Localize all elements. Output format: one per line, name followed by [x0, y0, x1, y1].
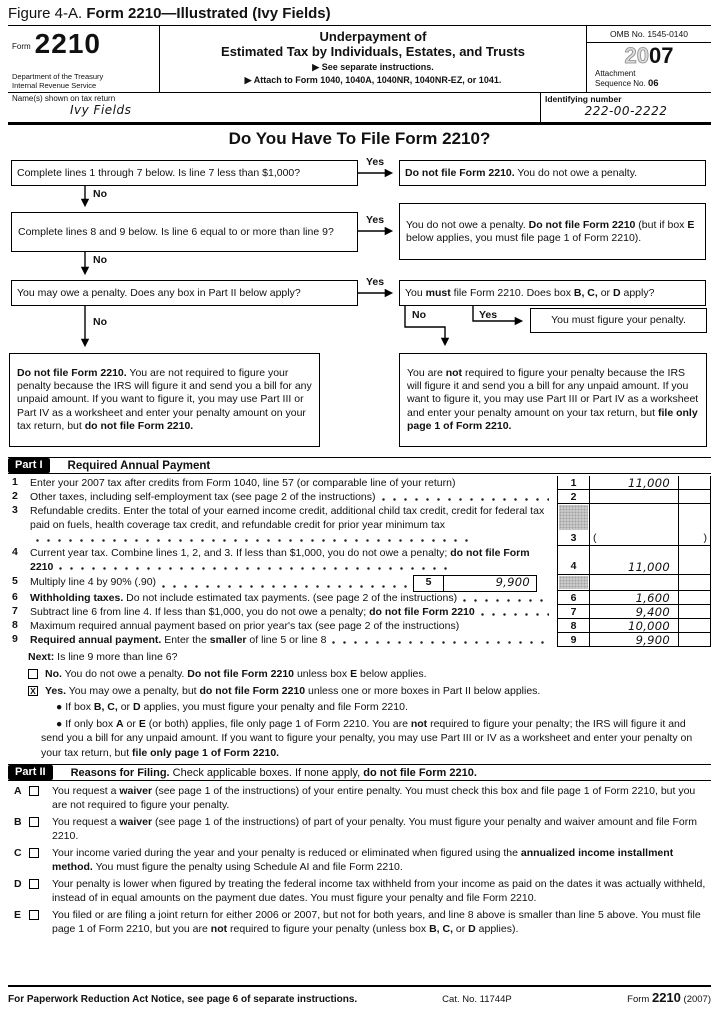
yes-checkbox[interactable]: X: [28, 686, 38, 696]
figure-penalty-box: [530, 308, 707, 333]
part2-title: Reasons for Filing. Check applicable boxes. If none apply, do not file Form 2210.: [70, 766, 477, 779]
dot-leader: [481, 613, 549, 616]
figure-number: Figure 4-A.: [8, 5, 83, 22]
line-number: 4: [12, 546, 18, 558]
form-header: [8, 25, 711, 93]
yes-label-2: Yes: [366, 214, 385, 226]
amount-value: 9,900: [635, 632, 670, 647]
not-required-text: You are not required to figure your penalty because the IRS will figure it and send you a bill for any unpaid amount. If you want to figure it, you may use Part III or Part IV as a worksheet and enter your penalty amount on your tax return, but file only page 1 of Form 2210.: [407, 366, 699, 432]
sequence-word: Sequence No.: [595, 78, 648, 88]
sequence-number: 06: [647, 77, 659, 89]
line-number-box: 1: [557, 476, 589, 490]
amount-box[interactable]: [589, 619, 678, 633]
part1-line-9: [8, 633, 711, 647]
item-text: You request a waiver (see page 1 of the instructions) of your entire penalty. You must check this box and file page 1 of Form 2210, but you are not required to figure your penalty.: [52, 785, 696, 811]
form-word: Form: [12, 42, 31, 51]
item-text: You filed or are filing a joint return for either 2006 or 2007, but not for both years, and line 8 above is smaller than line 5 above. You must file page 1 of Form 2210, but you are not required to figure your penalty (unless box B, C, or D applies).: [52, 909, 701, 935]
part1-tag: Part I: [8, 458, 50, 473]
shaded-cell: [559, 505, 588, 530]
cents-box[interactable]: [678, 476, 711, 490]
flowchart-question-2-text: Complete lines 8 and 9 below. Is line 6 equal to or more than line 9?: [18, 225, 334, 238]
amount-box[interactable]: [589, 476, 678, 490]
flowchart-question-3-text: You may owe a penalty. Does any box in Part II below apply?: [17, 286, 301, 299]
attachment-sequence: [587, 69, 711, 88]
flowchart-answer-1-text: Do not file Form 2210. You do not owe a penalty.: [405, 166, 638, 179]
flowchart-answer-2: [399, 203, 706, 260]
shaded-cell: [559, 576, 588, 589]
cents-box[interactable]: [678, 605, 711, 619]
amount-box[interactable]: [589, 605, 678, 619]
cents-box[interactable]: [678, 546, 711, 575]
next-section: [8, 650, 711, 760]
cents-box[interactable]: [678, 504, 711, 546]
year-suffix: 07: [649, 43, 674, 68]
line-label: Other taxes, including self-employment tax (see page 2 of the instructions): [30, 491, 376, 503]
part2-item-b: [8, 816, 711, 843]
no-label-3: No: [93, 316, 107, 328]
amount-box[interactable]: [589, 546, 678, 575]
line-label: Maximum required annual payment based on prior year's tax (see page 2 of the instructions): [30, 620, 460, 632]
item-letter: B: [14, 816, 22, 828]
part1-header: [8, 457, 711, 474]
attach-note: ▶ Attach to Form 1040, 1040A, 1040NR, 1040NR-EZ, or 1041.: [244, 75, 502, 85]
line-number: 9: [12, 633, 18, 645]
line-number-text: 3: [570, 532, 577, 544]
figure-title: [0, 0, 719, 25]
line-number: 7: [12, 605, 18, 617]
amount-value: 11,000: [627, 560, 670, 574]
part1-line-1: [8, 476, 711, 490]
part1-line-7: [8, 605, 711, 619]
not-required-box: [399, 353, 707, 447]
line-label: Enter your 2007 tax after credits from Form 1040, line 57 (or comparable line of your return): [30, 477, 456, 489]
no-label-1: No: [93, 188, 107, 200]
form-title-line1: Underpayment of: [319, 29, 427, 44]
item-text: You request a waiver (see page 1 of the instructions) of part of your penalty. You must figure your penalty and waiver amount and file Form 2210.: [52, 816, 697, 842]
footer-form-year: (2007): [680, 994, 711, 1005]
line-number-box: [557, 575, 589, 591]
page-footer: [8, 985, 711, 1005]
identifying-number-label: Identifying number: [545, 94, 622, 104]
part1-line-3: [8, 504, 711, 546]
next-question-text: Is line 9 more than line 6?: [54, 651, 178, 663]
attachment-word: Attachment: [595, 69, 636, 78]
filing-flowchart: [0, 125, 719, 455]
figure-caption: Form 2210—Illustrated (Ivy Fields): [86, 5, 331, 22]
omb-block: [587, 26, 711, 92]
line-label: Refundable credits. Enter the total of your earned income credit, additional child tax credit, credit for federal tax paid on fuels, health coverage tax credit, and refundable credit for prior year minimum tax: [30, 505, 545, 531]
dept-line-2: Internal Revenue Service: [12, 81, 97, 90]
part1-line-2: [8, 490, 711, 504]
flowchart-answer-3-text: You must file Form 2210. Does box B, C, or D apply?: [405, 286, 655, 299]
item-letter: E: [14, 909, 22, 921]
item-text: Your penalty is lower when figured by treating the federal income tax withheld from your income as paid on the dates it was actually withheld, instead of in equal amounts on the payment due dates. You must figure your penalty and file Form 2210.: [52, 878, 706, 904]
form-number-block: [8, 26, 160, 92]
flowchart-question-2: [11, 212, 358, 252]
omb-number: OMB No. 1545-0140: [587, 26, 711, 43]
item-letter: D: [14, 878, 22, 890]
line5-amount: 9,900: [495, 574, 530, 589]
yes-label-1: Yes: [366, 156, 385, 168]
flowchart-question-1-text: Complete lines 1 through 7 below. Is line 7 less than $1,000?: [17, 166, 301, 179]
year-prefix: 20: [624, 43, 649, 68]
line-number: 1: [12, 476, 18, 488]
part1-line-8: [8, 619, 711, 633]
yes-option-text: Yes. You may owe a penalty, but do not file Form 2210 unless one or more boxes in Part II below applies.: [45, 684, 541, 697]
amount-value: 11,000: [627, 475, 670, 490]
dot-leader: [332, 641, 549, 644]
figure-penalty-text: You must figure your penalty.: [551, 314, 686, 327]
amount-value: 1,600: [635, 590, 670, 605]
identifying-number-cell: [541, 93, 711, 122]
cents-box[interactable]: [678, 591, 711, 605]
line-number-box: 8: [557, 619, 589, 633]
line5-number: 5: [414, 576, 444, 591]
amount-box: [589, 575, 678, 591]
part1-title: Required Annual Payment: [67, 459, 211, 472]
tax-year: [587, 44, 711, 68]
line-number-box: [557, 504, 589, 546]
part2-item-c: [8, 847, 711, 874]
yes-bullet-1: ● If box B, C, or D applies, you must figure your penalty and file Form 2210.: [56, 701, 408, 713]
part1-line-4: [8, 546, 711, 575]
name-label: Name(s) shown on tax return: [12, 94, 116, 103]
amount-box[interactable]: [589, 633, 678, 647]
flowchart-answer-2-text: You do not owe a penalty. Do not file Form 2210 (but if box E below applies, you must file page 1 of Form 2210).: [406, 218, 695, 244]
yes-label-4: Yes: [479, 309, 498, 321]
no-label-2: No: [93, 254, 107, 266]
no-checkbox[interactable]: [28, 669, 38, 679]
line-number-box: 6: [557, 591, 589, 605]
see-instructions-note: ▶ See separate instructions.: [312, 62, 434, 72]
flowchart-question-3: [11, 280, 358, 306]
line-number-box: 9: [557, 633, 589, 647]
line-number: 2: [12, 490, 18, 502]
line-number-text: 4: [570, 560, 577, 572]
part1-table: [8, 476, 711, 647]
amount-value: 10,000: [627, 618, 670, 633]
flowchart-answer-3: [399, 280, 706, 306]
form-title-line2: Estimated Tax by Individuals, Estates, and Trusts: [221, 44, 525, 59]
line-label: Subtract line 6 from line 4. If less than $1,000, you do not owe a penalty; do not file Form 2210: [30, 606, 475, 618]
flowchart-answer-1: [399, 160, 706, 186]
form-footer-id: [512, 990, 711, 1005]
next-option-yes: [28, 684, 711, 699]
cents-box: [678, 575, 711, 591]
line-label: Multiply line 4 by 90% (.90): [30, 576, 157, 588]
form-number: 2210: [34, 28, 101, 59]
flowchart-heading: Do You Have To File Form 2210?: [228, 129, 491, 148]
agency-lines: [12, 72, 155, 90]
dot-leader: [59, 567, 449, 570]
no-label-4: No: [412, 309, 426, 321]
line-number: 3: [12, 504, 18, 516]
box-e-checkbox[interactable]: [29, 910, 39, 920]
item-text: Your income varied during the year and your penalty is reduced or eliminated when figured using the annualized income installment method. You must figure the penalty using Schedule AI and file Form 2210.: [52, 847, 674, 873]
no-option-text: No. You do not owe a penalty. Do not file Form 2210 unless box E below applies.: [45, 668, 427, 680]
form-title-block: [160, 26, 587, 92]
part2-item-e: [8, 909, 711, 936]
line-label: Required annual payment. Enter the smaller of line 5 or line 8: [30, 634, 327, 646]
next-question: [28, 650, 711, 665]
do-not-file-text: Do not file Form 2210. You are not required to figure your penalty because the IRS will figure it and send you a bill for any unpaid amount. If you want to figure it, you may use Part III or Part IV as a worksheet and enter your penalty amount on your tax return, but do not file Form 2210.: [17, 366, 312, 432]
amount-box[interactable]: [589, 490, 678, 504]
line-number-box: [557, 546, 589, 575]
dept-line-1: Department of the Treasury: [12, 72, 104, 81]
sequence-line: [595, 79, 711, 89]
line-number-box: 7: [557, 605, 589, 619]
item-letter: C: [14, 847, 22, 859]
line-label: Current year tax. Combine lines 1, 2, and 3. If less than $1,000, you do not owe a penalty; do not file Form 2210: [30, 547, 530, 573]
part1-line-6: [8, 591, 711, 605]
part2-item-d: [8, 878, 711, 905]
identifying-number-value[interactable]: 222-00-2222: [584, 104, 668, 118]
line5-entry-box[interactable]: [413, 575, 537, 592]
dot-leader: [463, 599, 549, 602]
footer-form-number: 2210: [651, 990, 681, 1005]
cents-box[interactable]: [678, 619, 711, 633]
part2-tag: Part II: [8, 765, 53, 780]
amount-box[interactable]: [589, 504, 678, 546]
taxpayer-row: [8, 93, 711, 125]
line-label: Withholding taxes. Do not include estimated tax payments. (see page 2 of the instructions): [30, 592, 458, 604]
next-option-no: [28, 667, 711, 682]
next-label: Next:: [28, 651, 55, 663]
do-not-file-box: [9, 353, 320, 447]
line-number: 8: [12, 619, 18, 631]
line-number-box: 2: [557, 490, 589, 504]
yes-label-3: Yes: [366, 276, 385, 288]
yes-bullet-2: ● If only box A or E (or both) applies, file only page 1 of Form 2210. You are not required to figure your penalty; the IRS will figure it and send you a bill for any unpaid amount. If you want to figure your penalty, you may use Part III or IV as a worksheet and enter your penalty on your tax return, but file only page 1 of Form 2210.: [41, 717, 693, 759]
box-c-checkbox[interactable]: [29, 848, 39, 858]
item-letter: A: [14, 785, 22, 797]
line-number: 5: [12, 575, 18, 587]
name-value[interactable]: Ivy Fields: [70, 103, 132, 117]
spacer: [537, 575, 555, 591]
box-a-checkbox[interactable]: [29, 786, 39, 796]
close-paren: ): [703, 532, 707, 544]
cents-box[interactable]: [678, 633, 711, 647]
catalog-number: Cat. No. 11744P: [442, 994, 512, 1005]
dot-leader: [162, 585, 407, 588]
amount-box[interactable]: [589, 591, 678, 605]
footer-form-word: Form: [627, 994, 652, 1005]
dot-leader: [36, 539, 474, 542]
part2-item-a: [8, 785, 711, 812]
cents-box[interactable]: [678, 490, 711, 504]
paperwork-notice: For Paperwork Reduction Act Notice, see page 6 of separate instructions.: [8, 994, 358, 1005]
open-paren: (: [593, 532, 597, 544]
dot-leader: [382, 498, 549, 501]
part2-items: [0, 785, 719, 936]
part1-line-5: [8, 575, 711, 591]
part2-header: [8, 764, 711, 781]
flowchart-question-1: [11, 160, 358, 186]
box-b-checkbox[interactable]: [29, 817, 39, 827]
box-d-checkbox[interactable]: [29, 879, 39, 889]
line-number: 6: [12, 591, 18, 603]
amount-value: 9,400: [635, 604, 670, 619]
name-cell: [8, 93, 541, 122]
